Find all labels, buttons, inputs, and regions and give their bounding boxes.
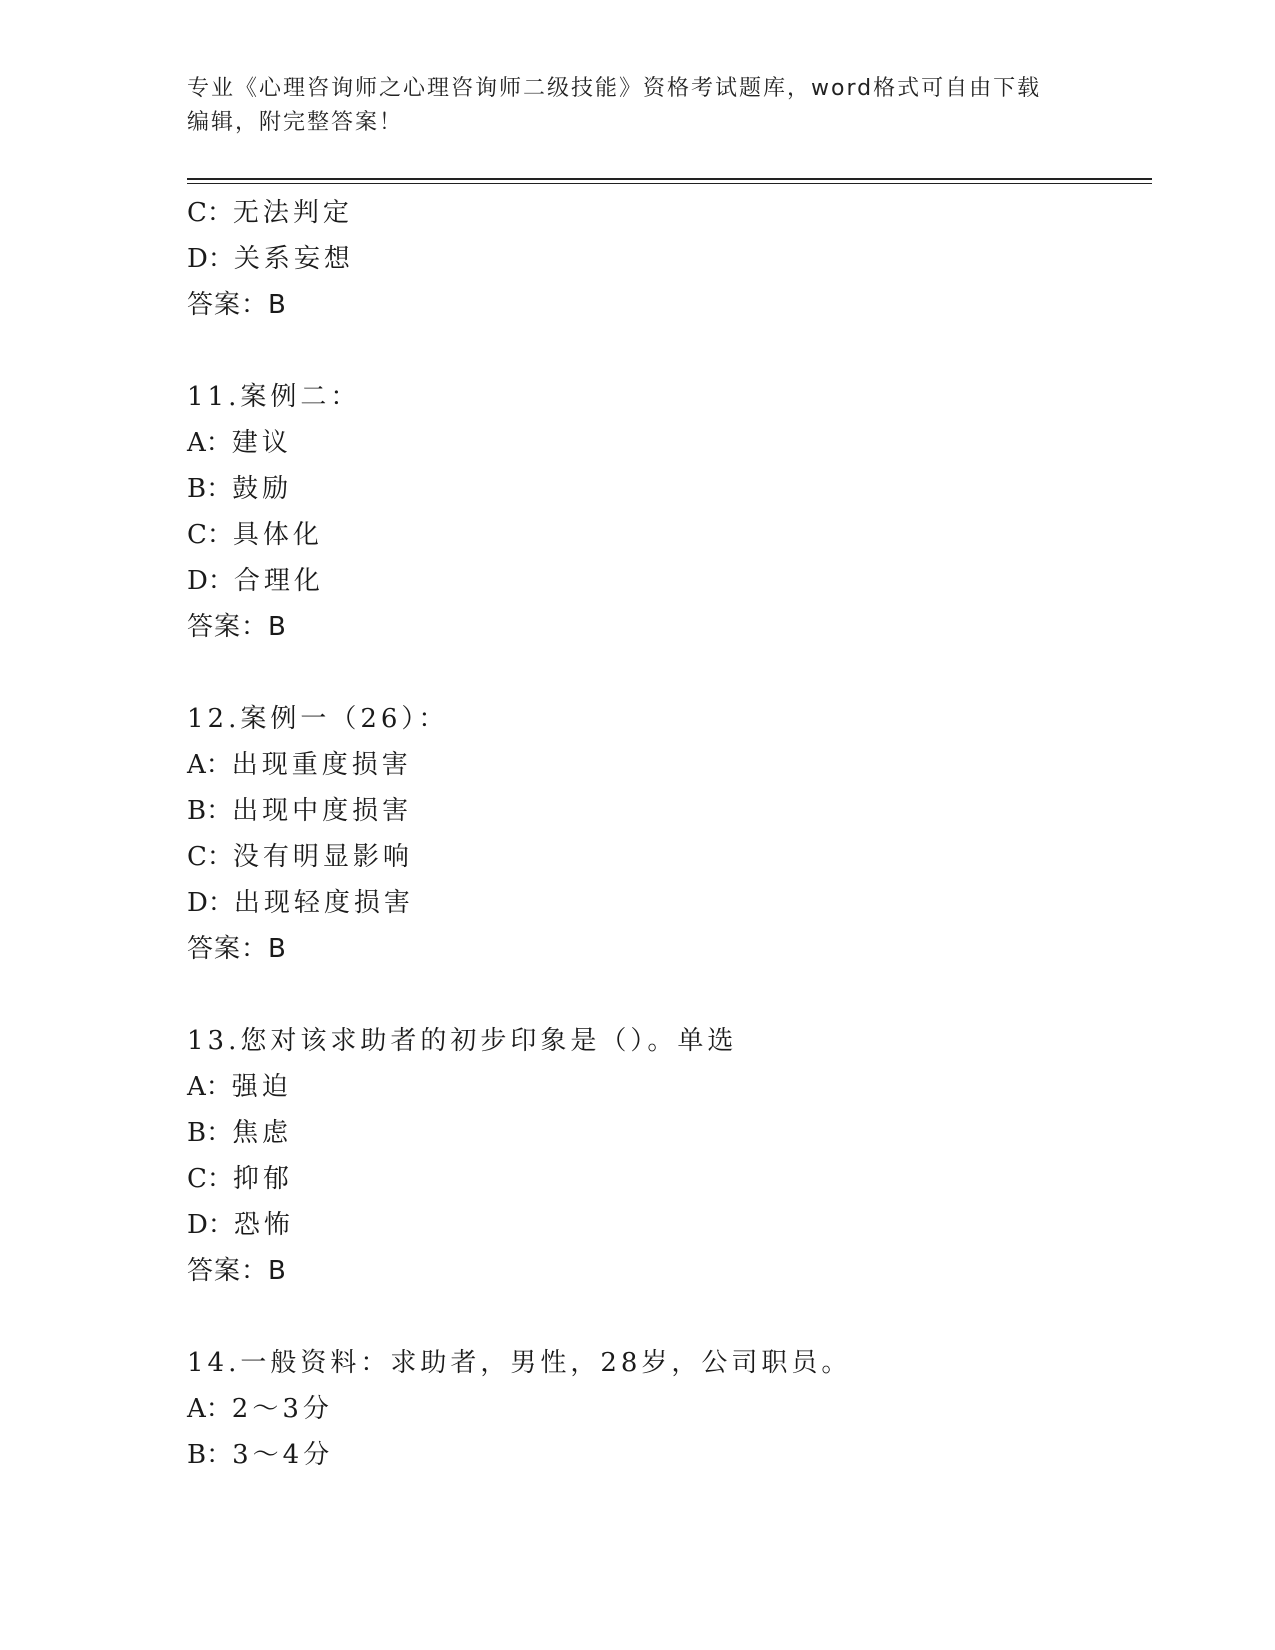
question-list bbox=[187, 190, 1147, 1478]
option-a: A：强迫 bbox=[187, 1072, 292, 1102]
option-b: B：鼓励 bbox=[187, 474, 293, 504]
option-a: A：2～3分 bbox=[187, 1394, 333, 1424]
option-d: D：关系妄想 bbox=[187, 244, 354, 274]
option-b: B：3～4分 bbox=[187, 1440, 334, 1470]
answer: 答案：B bbox=[187, 1256, 287, 1286]
option-c: C：没有明显影响 bbox=[187, 842, 413, 872]
answer: 答案：B bbox=[187, 612, 287, 642]
option-c: C：具体化 bbox=[187, 520, 323, 550]
question-stem: 12.案例一（26）： bbox=[187, 704, 449, 734]
option-a: A：建议 bbox=[187, 428, 292, 458]
option-b: B：焦虑 bbox=[187, 1118, 293, 1148]
option-c: C：无法判定 bbox=[187, 198, 353, 228]
question-stem: 11.案例二： bbox=[187, 382, 361, 412]
option-d: D：出现轻度损害 bbox=[187, 888, 414, 918]
option-d: D：恐怖 bbox=[187, 1210, 294, 1240]
question-stem: 13.您对该求助者的初步印象是（）。单选 bbox=[187, 1026, 738, 1056]
option-c: C：抑郁 bbox=[187, 1164, 293, 1194]
header-divider-thin bbox=[187, 183, 1152, 184]
document-header bbox=[187, 72, 1087, 140]
answer: 答案：B bbox=[187, 290, 287, 320]
header-divider-thick bbox=[187, 178, 1152, 180]
question-14 bbox=[187, 1340, 1147, 1478]
option-d: D：合理化 bbox=[187, 566, 324, 596]
question-11 bbox=[187, 374, 1147, 650]
header-line-1: 专业《心理咨询师之心理咨询师二级技能》资格考试题库，word格式可自由下载 bbox=[187, 76, 1042, 101]
header-line-2: 编辑，附完整答案！ bbox=[187, 110, 404, 135]
option-a: A：出现重度损害 bbox=[187, 750, 412, 780]
question-12 bbox=[187, 696, 1147, 972]
question-stem: 14.一般资料：求助者，男性，28岁，公司职员。 bbox=[187, 1348, 852, 1378]
answer: 答案：B bbox=[187, 934, 287, 964]
question-10-continued bbox=[187, 190, 1147, 328]
question-13 bbox=[187, 1018, 1147, 1294]
option-b: B：出现中度损害 bbox=[187, 796, 413, 826]
